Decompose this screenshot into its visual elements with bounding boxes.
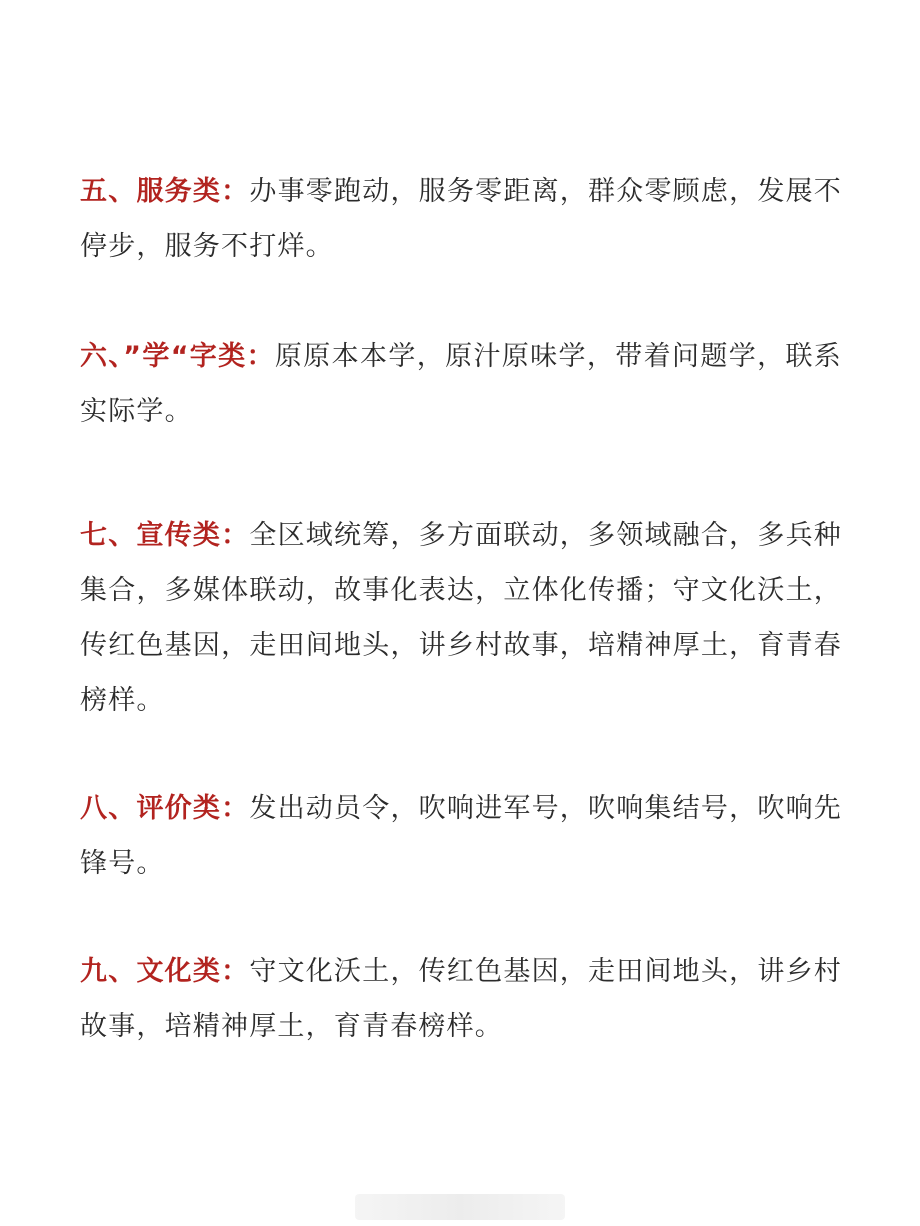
blurred-watermark xyxy=(355,1194,565,1220)
section-study xyxy=(80,329,842,439)
section-heading: 九、文化类： xyxy=(80,956,250,987)
section-publicity xyxy=(80,508,842,728)
section-body: 办事零跑动，服务零距离，群众零顾虑，发展不停步，服务不打烊。 xyxy=(80,176,842,262)
section-culture xyxy=(80,944,842,1054)
section-body: 发出动员令，吹响进军号，吹响集结号，吹响先锋号。 xyxy=(80,793,842,879)
section-heading: 五、服务类： xyxy=(80,176,250,207)
section-heading: 八、评价类： xyxy=(80,793,250,824)
section-heading: 六、”学“字类： xyxy=(80,341,275,372)
section-body: 原原本本学，原汁原味学，带着问题学，联系实际学。 xyxy=(80,341,843,427)
section-body: 守文化沃土，传红色基因，走田间地头，讲乡村故事，培精神厚土，育青春榜样。 xyxy=(80,956,842,1042)
section-evaluation xyxy=(80,781,842,891)
section-body: 全区域统筹，多方面联动，多领域融合，多兵种集合，多媒体联动，故事化表达，立体化传播；守文化沃土，传红色基因，走田间地头，讲乡村故事，培精神厚土，育青春榜样。 xyxy=(80,520,842,716)
section-heading: 七、宣传类： xyxy=(80,520,250,551)
section-service xyxy=(80,164,842,274)
